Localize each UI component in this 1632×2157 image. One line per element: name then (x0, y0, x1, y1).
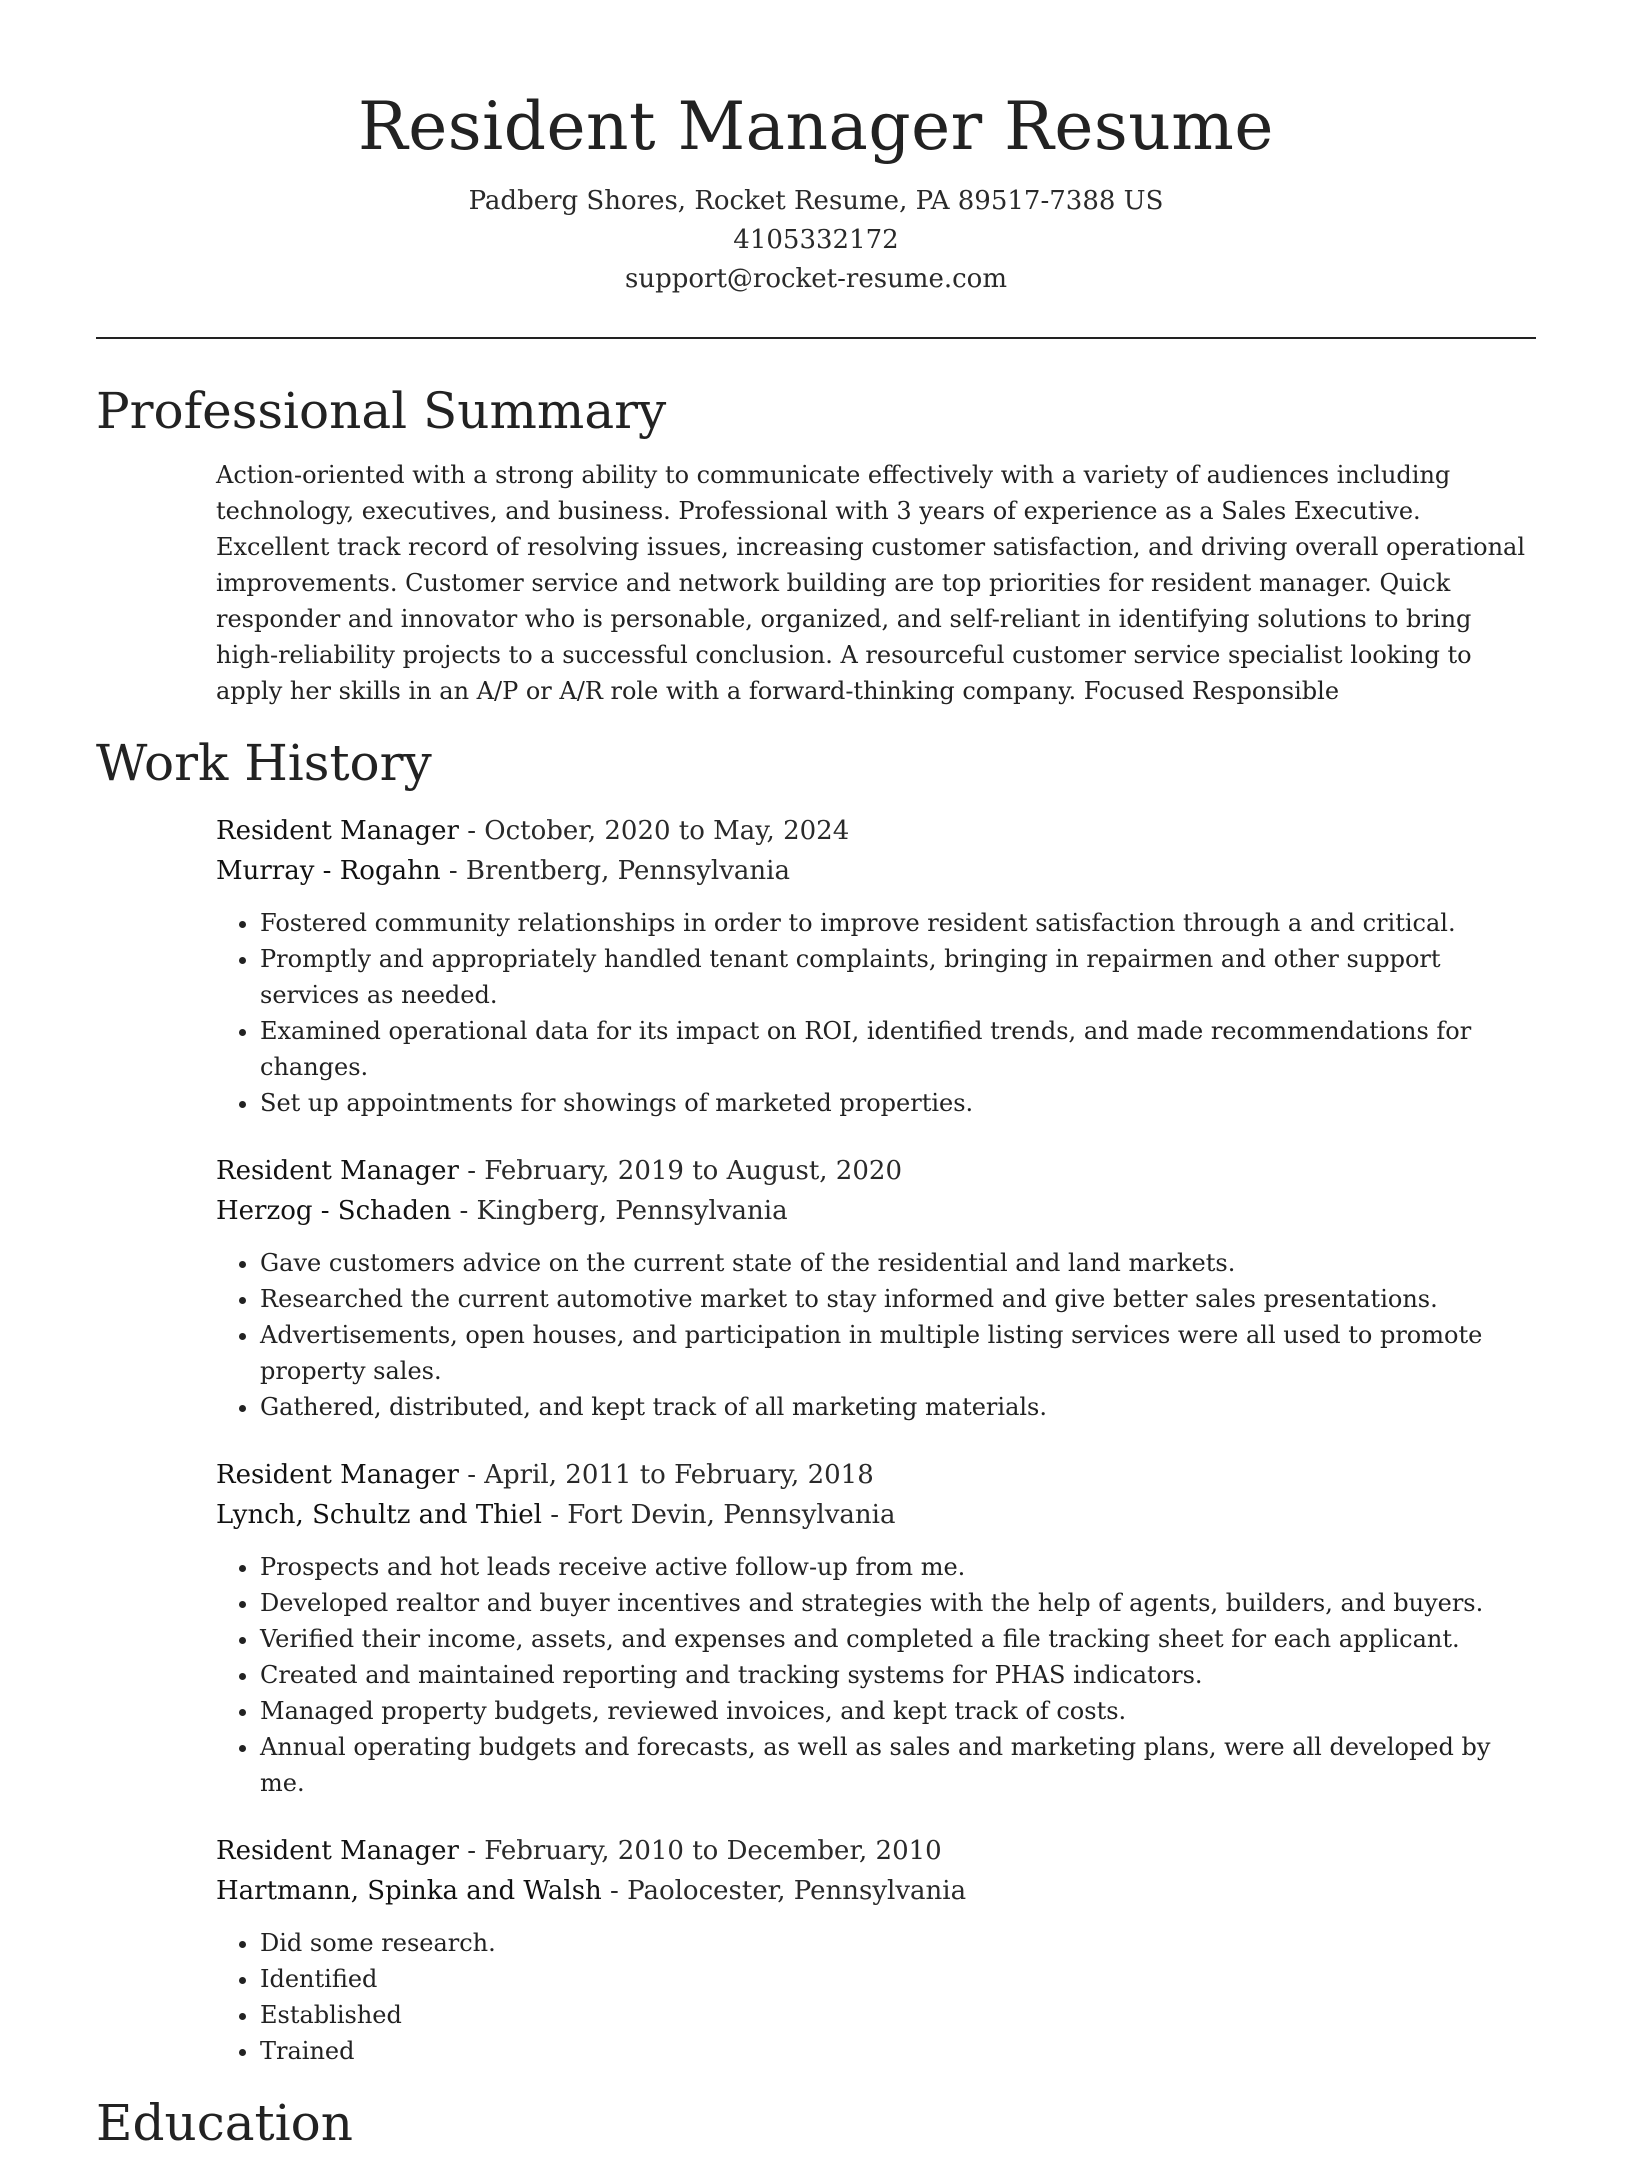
job-entry (216, 1151, 1536, 1425)
job-bullet: • Developed realtor and buyer incentives and strategies with the help of agents, builders, and buyers. (260, 1585, 1536, 1621)
contact-email: support@rocket-resume.com (624, 264, 1007, 294)
contact-address: Padberg Shores, Rocket Resume, PA 89517-7388 US (468, 186, 1164, 216)
job-separator: - (458, 1156, 485, 1186)
job-bullet: • Prospects and hot leads receive active follow-up from me. (260, 1549, 1536, 1585)
job-title-line (216, 1831, 1536, 1871)
job-dates: February, 2010 to December, 2010 (484, 1836, 942, 1866)
education-heading: Education (96, 2094, 353, 2152)
job-company-line (216, 1871, 1536, 1911)
contact-block (96, 182, 1536, 299)
job-separator: - (601, 1876, 628, 1906)
resume-header (96, 0, 1536, 299)
job-company: Murray - Rogahn (216, 856, 441, 886)
job-role: Resident Manager (216, 1156, 459, 1186)
job-title-line (216, 1151, 1536, 1191)
work-history-section (216, 811, 1536, 2069)
job-location: Brentberg, Pennsylvania (465, 856, 790, 886)
job-location: Kingberg, Pennsylvania (476, 1196, 788, 1226)
job-bullet: • Managed property budgets, reviewed invoices, and kept track of costs. (260, 1693, 1536, 1729)
job-separator: - (541, 1500, 568, 1530)
job-company-line (216, 851, 1536, 891)
job-entry (216, 1455, 1536, 1801)
job-bullet: • Trained (260, 2033, 1536, 2069)
work-history-heading: Work History (96, 734, 432, 792)
job-title-line (216, 1455, 1536, 1495)
resume-title: Resident Manager Resume (358, 88, 1274, 165)
summary-heading: Professional Summary (96, 382, 667, 440)
job-entry (216, 811, 1536, 1121)
job-company-line (216, 1495, 1536, 1535)
job-dates: April, 2011 to February, 2018 (484, 1460, 874, 1490)
job-entry (216, 1831, 1536, 2069)
job-role: Resident Manager (216, 1836, 459, 1866)
job-separator: - (458, 816, 485, 846)
job-bullet: • Fostered community relationships in order to improve resident satisfaction through a and critical. (260, 905, 1536, 941)
job-bullet: • Set up appointments for showings of marketed properties. (260, 1085, 1536, 1121)
job-company: Lynch, Schultz and Thiel (216, 1500, 542, 1530)
job-bullet: • Verified their income, assets, and expenses and completed a file tracking sheet for each applicant. (260, 1621, 1536, 1657)
job-company-line (216, 1191, 1536, 1231)
job-separator: - (440, 856, 466, 886)
resume-page (96, 0, 1536, 2157)
job-separator: - (451, 1196, 477, 1226)
job-bullet: • Created and maintained reporting and tracking systems for PHAS indicators. (260, 1657, 1536, 1693)
job-bullet: • Gathered, distributed, and kept track of all marketing materials. (260, 1389, 1536, 1425)
job-separator: - (458, 1460, 485, 1490)
job-company: Herzog - Schaden (216, 1196, 452, 1226)
summary-text: Action-oriented with a strong ability to communicate effectively with a variety of audiences including technology, executives, and business. Professional with 3 years of experience as a Sales Executive. Excellent track record of resolving issues, increasing customer satisfaction, and driving overall operational improvements. Customer service and network building are top priorities for resident manager. Quick responder and innovator who is personable, organized, and self-reliant in identifying solutions to bring high-reliability projects to a successful conclusion. A resourceful customer service specialist looking to apply her skills in an A/P or A/R role with a forward-thinking company. Focused Responsible (216, 461, 1526, 705)
summary-section (216, 457, 1536, 709)
job-bullet: • Gave customers advice on the current state of the residential and land markets. (260, 1245, 1536, 1281)
job-bullet: • Promptly and appropriately handled tenant complaints, bringing in repairmen and other support services as needed. (260, 941, 1536, 1013)
contact-phone: 4105332172 (733, 225, 899, 255)
job-bullet-list (216, 1925, 1536, 2069)
job-bullet: • Examined operational data for its impact on ROI, identified trends, and made recommendations for changes. (260, 1013, 1536, 1085)
job-bullet: • Established (260, 1997, 1536, 2033)
job-bullet: • Identified (260, 1961, 1536, 1997)
job-title-line (216, 811, 1536, 851)
header-divider (96, 337, 1536, 339)
job-separator: - (458, 1836, 485, 1866)
job-bullet-list (216, 1245, 1536, 1425)
job-bullet: • Did some research. (260, 1925, 1536, 1961)
job-company: Hartmann, Spinka and Walsh (216, 1876, 602, 1906)
job-bullet-list (216, 905, 1536, 1121)
job-location: Fort Devin, Pennsylvania (567, 1500, 896, 1530)
job-dates: October, 2020 to May, 2024 (484, 816, 850, 846)
job-bullet: • Researched the current automotive market to stay informed and give better sales presentations. (260, 1281, 1536, 1317)
job-role: Resident Manager (216, 816, 459, 846)
job-role: Resident Manager (216, 1460, 459, 1490)
job-bullet-list (216, 1549, 1536, 1801)
job-bullet: • Annual operating budgets and forecasts, as well as sales and marketing plans, were all developed by me. (260, 1729, 1536, 1801)
job-bullet: • Advertisements, open houses, and participation in multiple listing services were all used to promote property sales. (260, 1317, 1536, 1389)
job-dates: February, 2019 to August, 2020 (484, 1156, 902, 1186)
job-location: Paolocester, Pennsylvania (627, 1876, 967, 1906)
